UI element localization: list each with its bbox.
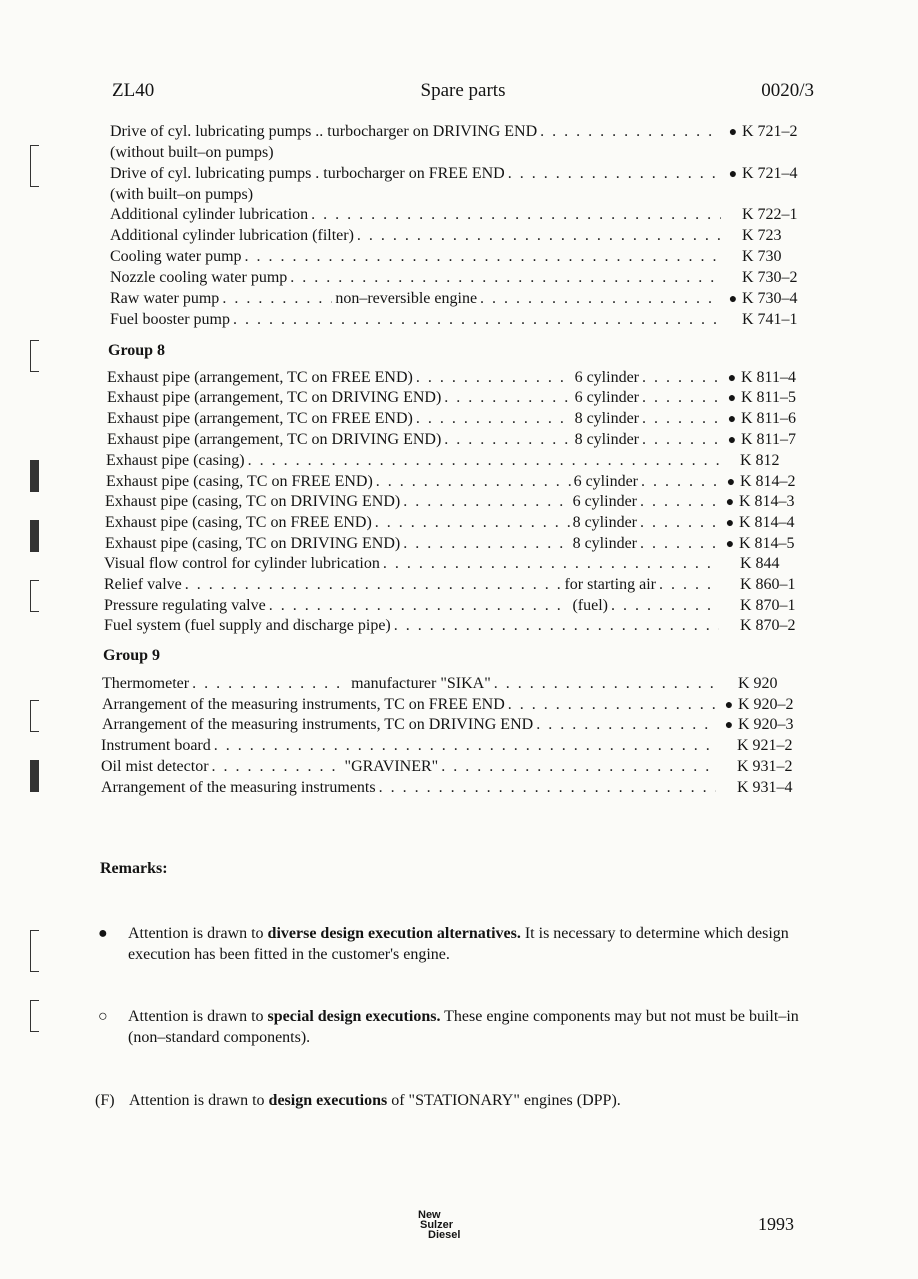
part-row: Oil mist detector . . . "GRAVINER" . . . K 931–2 bbox=[101, 757, 803, 777]
part-row: Exhaust pipe (arrangement, TC on FREE END) . . . 6 cylinder . . . ● K 811–4 bbox=[107, 368, 807, 388]
part-row: Exhaust pipe (arrangement, TC on FREE END) . . . 8 cylinder . . . ● K 811–6 bbox=[107, 409, 807, 429]
binding-mark bbox=[30, 520, 39, 552]
part-row: Exhaust pipe (casing) . . . K 812 bbox=[106, 451, 806, 471]
page-number: 0020/3 bbox=[761, 80, 814, 101]
company-logo: New Sulzer Diesel bbox=[418, 1209, 461, 1241]
bullet-icon: ● bbox=[727, 433, 737, 448]
remark-item: (F) Attention is drawn to design executions of "STATIONARY" engines (DPP). bbox=[95, 1092, 621, 1109]
bullet-icon: ● bbox=[725, 495, 735, 510]
bullet-icon: ● bbox=[728, 167, 738, 182]
part-row: Visual flow control for cylinder lubrication . . . K 844 bbox=[104, 554, 806, 574]
part-row: Arrangement of the measuring instruments, TC on FREE END . . . ● K 920–2 bbox=[102, 695, 804, 715]
binding-mark bbox=[30, 1000, 39, 1032]
part-row: Drive of cyl. lubricating pumps . turbocharger on FREE END . . . ● K 721–4 bbox=[110, 164, 808, 184]
binding-mark bbox=[30, 760, 39, 792]
page-title: Spare parts bbox=[420, 80, 506, 101]
part-row: Additional cylinder lubrication (filter) . . . K 723 bbox=[110, 226, 808, 246]
part-row: Raw water pump . . . non–reversible engine . . . ● K 730–4 bbox=[110, 289, 808, 309]
remark-item: ● Attention is drawn to diverse design execution alternatives. It is necessary to determine which design execution has been fitted in the customer's engine. bbox=[98, 925, 789, 963]
group-heading: Group 8 bbox=[108, 342, 166, 359]
part-row: Exhaust pipe (casing, TC on FREE END) . . . 6 cylinder . . . ● K 814–2 bbox=[106, 472, 806, 492]
bullet-icon: ● bbox=[724, 718, 734, 733]
bullet-icon: ● bbox=[728, 292, 738, 307]
part-row: Relief valve . . . for starting air . . . K 860–1 bbox=[104, 575, 806, 595]
part-row: Exhaust pipe (arrangement, TC on DRIVING END) . . . 6 cylinder . . . ● K 811–5 bbox=[107, 388, 807, 408]
bullet-icon: ● bbox=[725, 537, 735, 552]
remark-marker: (F) bbox=[95, 1092, 115, 1109]
part-row: Exhaust pipe (casing, TC on DRIVING END) . . . 8 cylinder . . . ● K 814–5 bbox=[105, 534, 805, 554]
binding-mark bbox=[30, 460, 39, 492]
part-row: Exhaust pipe (arrangement, TC on DRIVING END) . . . 8 cylinder . . . ● K 811–7 bbox=[107, 430, 807, 450]
filled-bullet-icon: ● bbox=[98, 925, 108, 942]
group-heading: Group 9 bbox=[103, 647, 161, 664]
part-row: Exhaust pipe (casing, TC on DRIVING END) . . . 6 cylinder . . . ● K 814–3 bbox=[105, 492, 805, 512]
binding-mark bbox=[30, 145, 39, 187]
part-row: Drive of cyl. lubricating pumps .. turbocharger on DRIVING END . . . ● K 721–2 bbox=[110, 122, 808, 142]
part-row: Cooling water pump . . . K 730 bbox=[110, 247, 808, 267]
part-subnote: (with built–on pumps) bbox=[110, 186, 254, 203]
part-row: Arrangement of the measuring instruments, TC on DRIVING END . . . ● K 920–3 bbox=[102, 715, 804, 735]
bullet-icon: ● bbox=[728, 125, 738, 140]
hollow-bullet-icon: ○ bbox=[98, 1008, 108, 1025]
engine-type: ZL40 bbox=[112, 80, 155, 101]
footer-year: 1993 bbox=[758, 1214, 794, 1234]
bullet-icon: ● bbox=[727, 371, 737, 386]
bullet-icon: ● bbox=[727, 412, 737, 427]
part-subnote: (without built–on pumps) bbox=[110, 144, 274, 161]
bullet-icon: ● bbox=[724, 698, 734, 713]
bullet-icon: ● bbox=[726, 475, 736, 490]
remark-item: ○ Attention is drawn to special design executions. These engine components may but not must be built–in (non–standard components). bbox=[98, 1008, 799, 1046]
part-row: Fuel booster pump . . . K 741–1 bbox=[110, 310, 808, 330]
part-row: Pressure regulating valve . . . (fuel) . . . K 870–1 bbox=[104, 596, 806, 616]
binding-mark bbox=[30, 580, 39, 612]
part-row: Fuel system (fuel supply and discharge pipe) . . . K 870–2 bbox=[104, 616, 806, 636]
bullet-icon: ● bbox=[727, 391, 737, 406]
part-row: Instrument board . . . K 921–2 bbox=[101, 736, 803, 756]
part-row: Thermometer . . . manufacturer "SIKA" . . . K 920 bbox=[102, 674, 804, 694]
remarks-heading: Remarks: bbox=[100, 860, 168, 877]
bullet-icon: ● bbox=[725, 516, 735, 531]
binding-mark bbox=[30, 700, 39, 732]
part-row: Nozzle cooling water pump . . . K 730–2 bbox=[110, 268, 808, 288]
binding-mark bbox=[30, 340, 39, 372]
part-row: Exhaust pipe (casing, TC on FREE END) . . . 8 cylinder . . . ● K 814–4 bbox=[105, 513, 805, 533]
part-row: Additional cylinder lubrication . . . K 722–1 bbox=[110, 205, 808, 225]
binding-mark bbox=[30, 930, 39, 972]
part-row: Arrangement of the measuring instruments . . . K 931–4 bbox=[101, 778, 803, 798]
